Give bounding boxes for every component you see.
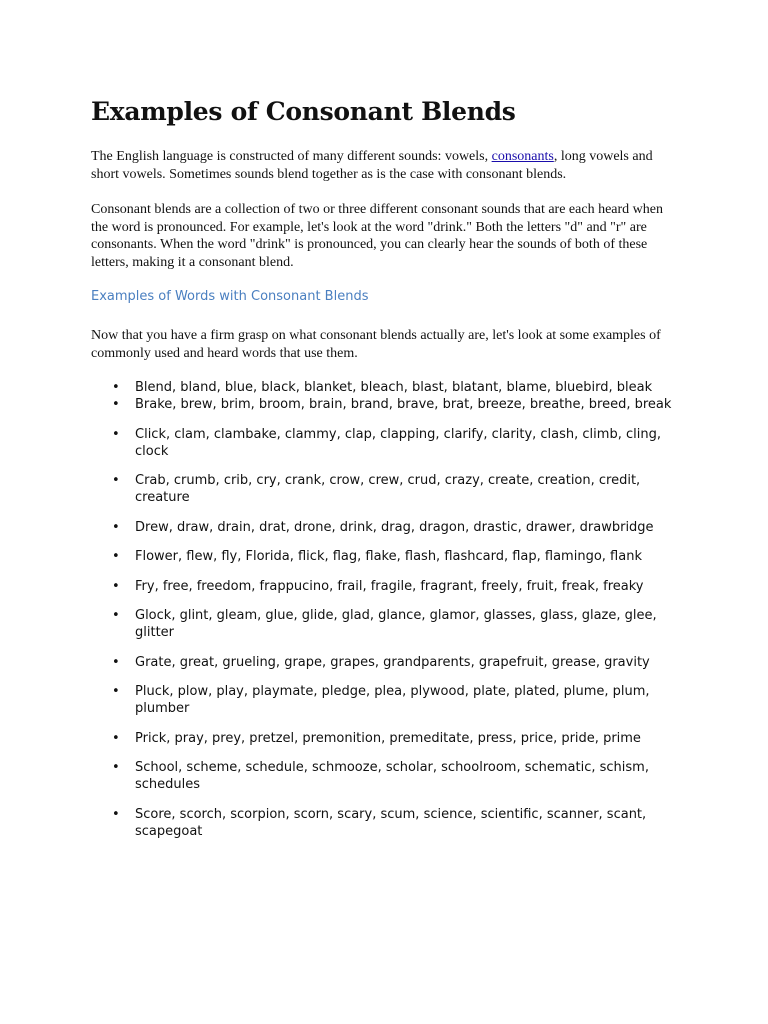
bullet-icon: •	[112, 730, 120, 746]
intro-text-before-link: The English language is constructed of many different sounds: vowels,	[91, 149, 492, 164]
bullet-icon: •	[112, 519, 120, 535]
list-item-text: Flower, flew, fly, Florida, flick, flag, flake, flash, flashcard, flap, flamingo, flank	[135, 549, 642, 564]
word-list	[91, 379, 681, 852]
list-item-text: Drew, draw, drain, drat, drone, drink, drag, dragon, drastic, drawer, drawbridge	[135, 519, 654, 535]
list-item	[91, 654, 681, 671]
bullet-icon: •	[112, 473, 120, 488]
page-title: Examples of Consonant Blends	[91, 97, 516, 126]
list-item	[91, 730, 681, 747]
list-item-text: Glock, glint, gleam, glue, glide, glad, glance, glamor, glasses, glass, glaze, glee, glitter	[135, 608, 657, 640]
bullet-icon: •	[112, 684, 120, 699]
section-intro-paragraph: Now that you have a firm grasp on what consonant blends actually are, let's look at some examples of commonly used and heard words that use them.	[91, 328, 661, 361]
bullet-icon: •	[112, 397, 120, 412]
list-item	[91, 379, 681, 396]
intro-paragraph	[91, 148, 681, 183]
list-item	[91, 472, 681, 506]
list-item	[91, 607, 681, 641]
list-item	[91, 683, 681, 717]
bullet-icon: •	[112, 549, 120, 564]
bullet-icon: •	[112, 608, 120, 623]
bullet-icon: •	[112, 426, 120, 442]
bullet-icon: •	[112, 654, 120, 670]
bullet-icon: •	[112, 806, 120, 822]
list-item	[91, 519, 681, 536]
list-item-text: School, scheme, schedule, schmooze, scholar, schoolroom, schematic, schism, schedules	[135, 760, 649, 792]
list-item	[91, 759, 681, 793]
definition-paragraph: Consonant blends are a collection of two or three different consonant sounds that are each heard when the word is pronounced. For example, let's look at the word "drink." Both the letters "d" and "r" are consonants. When the word "drink" is pronounced, you can clearly hear the sounds of both of these letters, making it a consonant blend.	[91, 202, 663, 270]
list-item	[91, 548, 681, 565]
list-item-text: Pluck, plow, play, playmate, pledge, plea, plywood, plate, plated, plume, plum, plumber	[135, 684, 650, 716]
list-item	[91, 396, 681, 413]
bullet-icon: •	[112, 760, 120, 775]
list-item	[91, 806, 681, 840]
list-item-text: Click, clam, clambake, clammy, clap, clapping, clarify, clarity, clash, climb, cling, clock	[135, 426, 661, 459]
consonants-link[interactable]: consonants	[491, 149, 554, 164]
section-heading: Examples of Words with Consonant Blends	[91, 289, 369, 304]
intro-text-after-link: , long vowels and short vowels. Sometimes sounds blend together as is the case with consonant blends.	[91, 149, 653, 182]
bullet-icon: •	[112, 380, 120, 395]
list-item-text: Fry, free, freedom, frappucino, frail, fragile, fragrant, freely, fruit, freak, freaky	[135, 578, 644, 594]
list-item-text: Prick, pray, prey, pretzel, premonition, premeditate, press, price, pride, prime	[135, 730, 641, 746]
list-item-text: Blend, bland, blue, black, blanket, bleach, blast, blatant, blame, bluebird, bleak	[135, 380, 653, 395]
bullet-icon: •	[112, 578, 120, 594]
list-item-text: Crab, crumb, crib, cry, crank, crow, crew, crud, crazy, create, creation, credit, creature	[135, 473, 641, 505]
list-item	[91, 426, 681, 460]
list-item	[91, 578, 681, 595]
list-item-text: Grate, great, grueling, grape, grapes, grandparents, grapefruit, grease, gravity	[135, 654, 650, 670]
list-item-text: Brake, brew, brim, broom, brain, brand, brave, brat, breeze, breathe, breed, break	[135, 397, 672, 412]
list-item-text: Score, scorch, scorpion, scorn, scary, scum, science, scientific, scanner, scant, scapegoat	[135, 806, 647, 839]
